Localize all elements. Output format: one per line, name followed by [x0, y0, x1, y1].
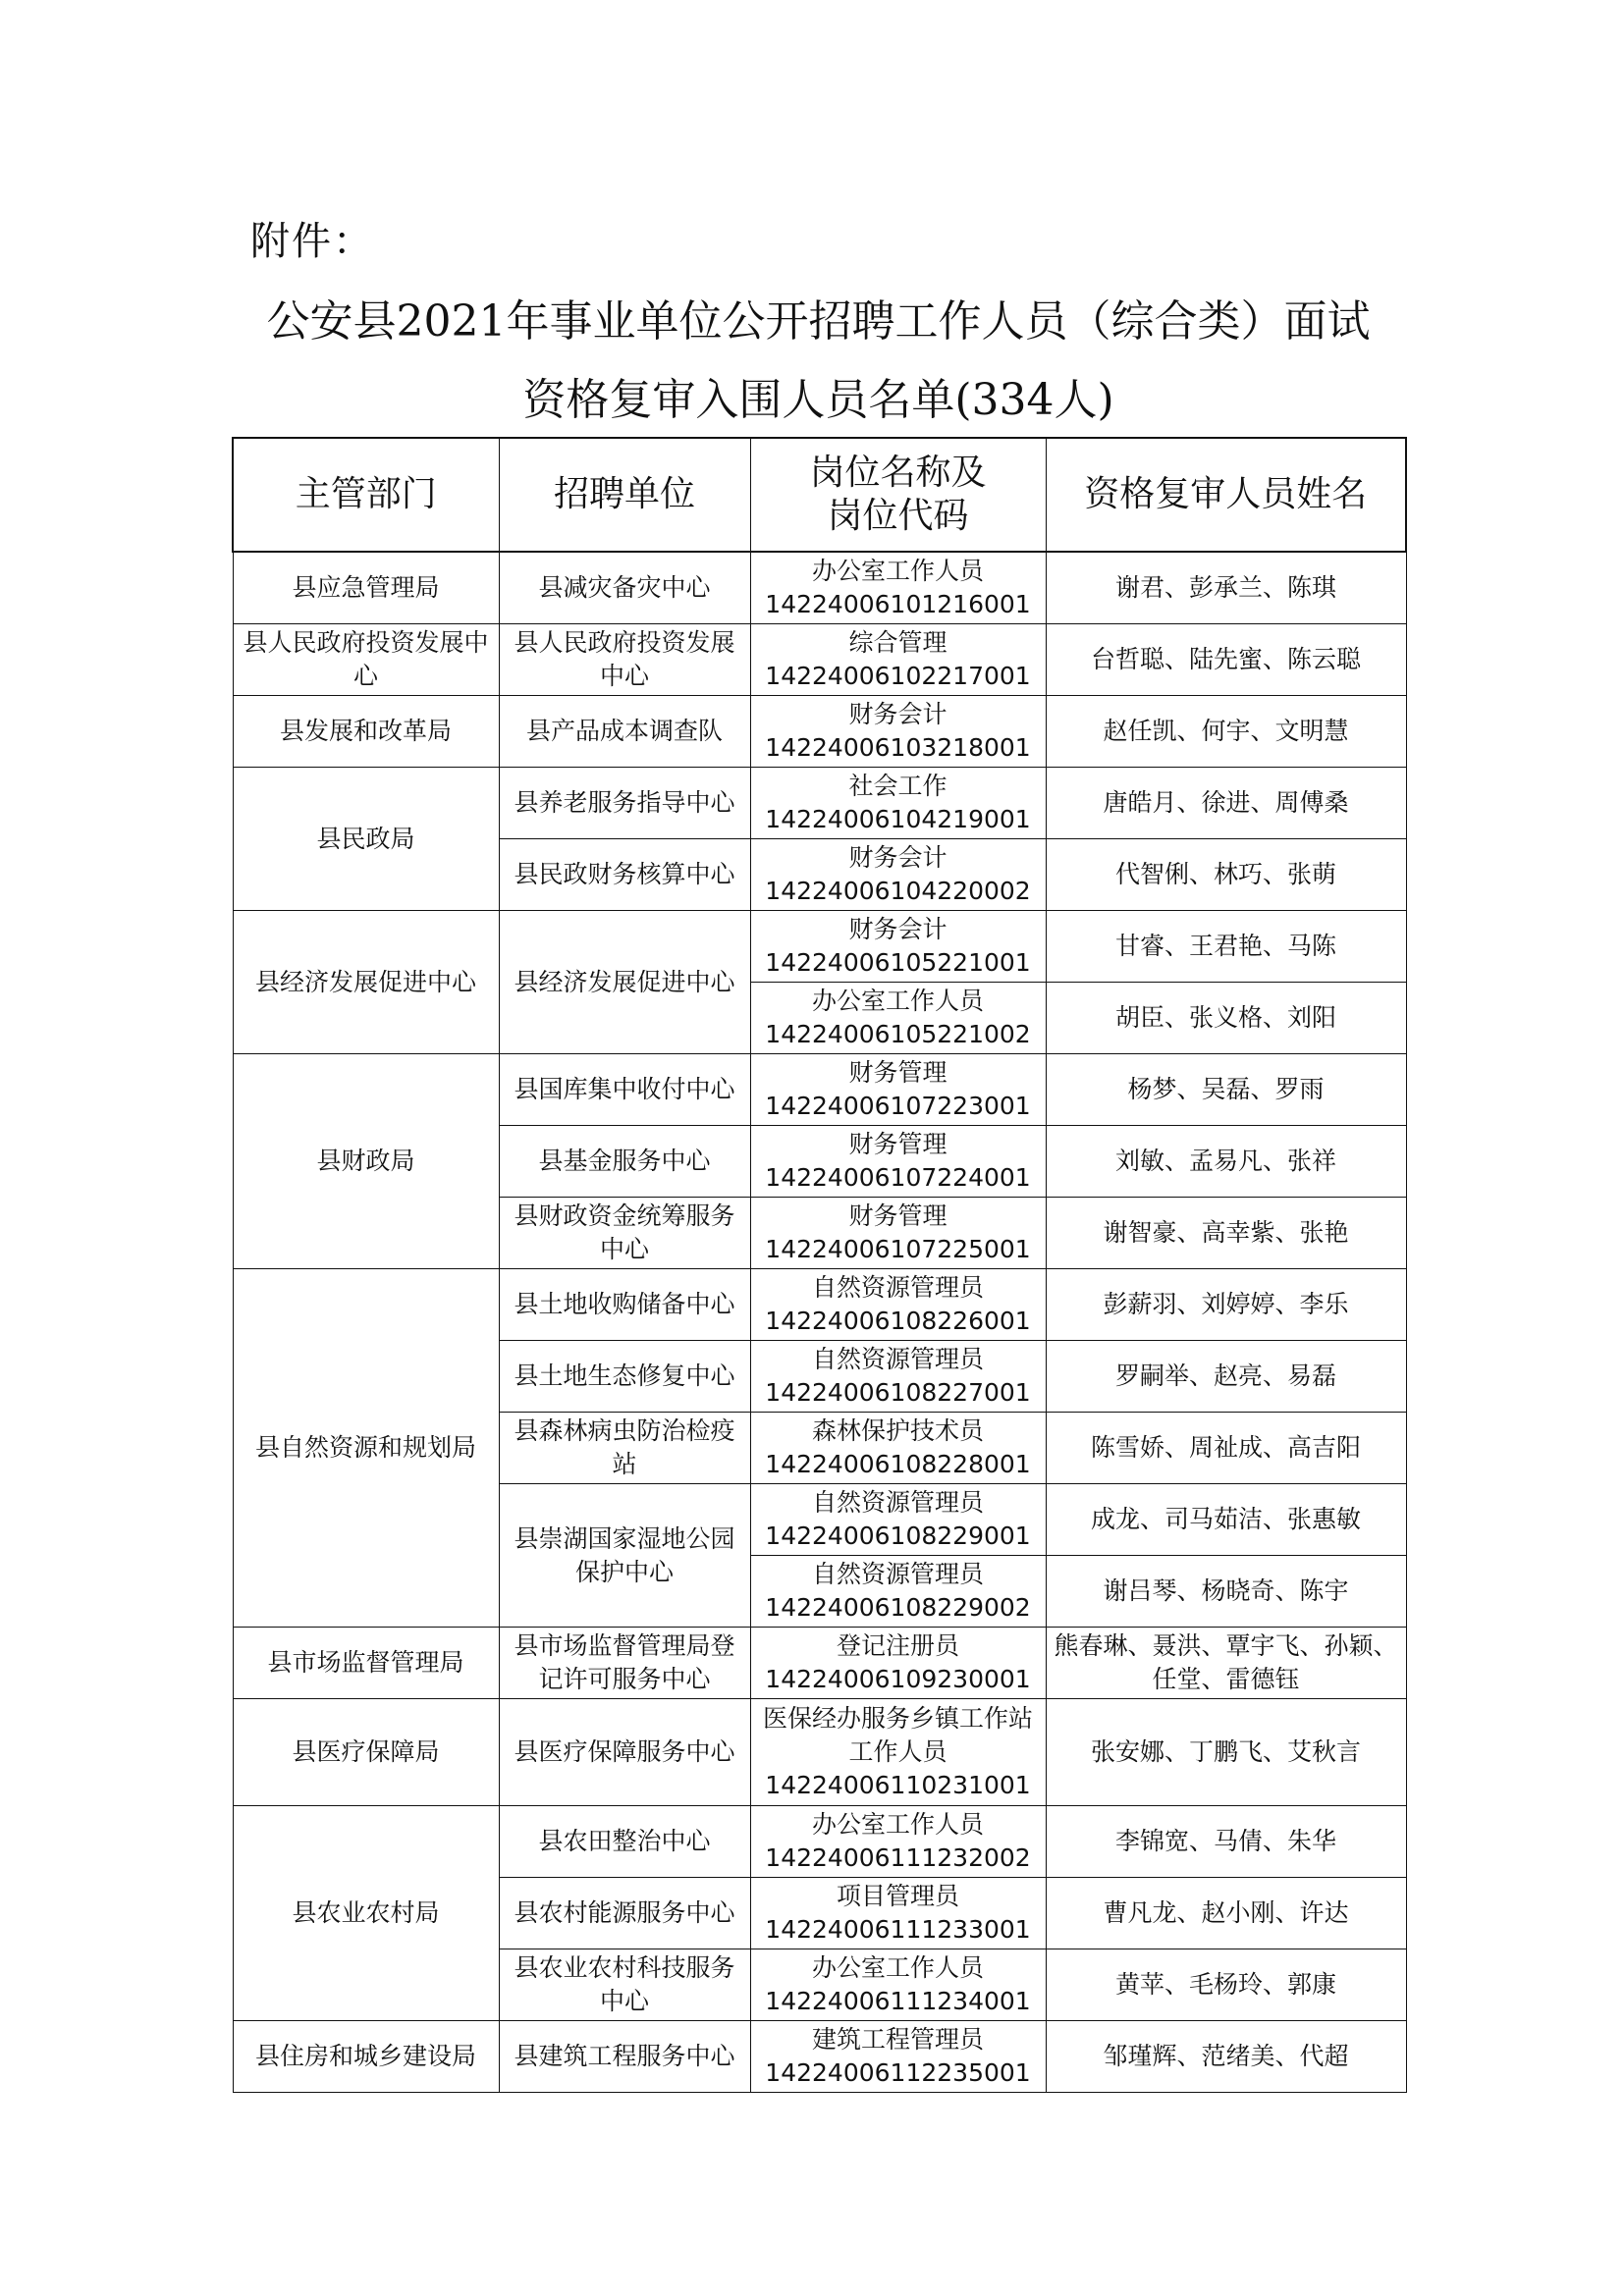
names-cell: 张安娜、丁鹏飞、艾秋言	[1046, 1699, 1406, 1806]
table-row	[233, 1628, 1406, 1699]
post-name: 办公室工作人员	[811, 1953, 984, 1982]
post-code: 14224006104219001	[765, 805, 1031, 833]
header-names: 资格复审人员姓名	[1046, 438, 1406, 552]
post-name: 登记注册员	[836, 1631, 959, 1660]
table-header	[233, 438, 1406, 552]
post-name: 财务会计	[848, 843, 947, 872]
names-cell: 台哲聪、陆先蜜、陈云聪	[1046, 624, 1406, 696]
names-cell: 彭薪羽、刘婷婷、李乐	[1046, 1269, 1406, 1341]
header-post-line1: 岗位名称及	[809, 453, 987, 493]
post-name: 自然资源管理员	[811, 1560, 984, 1588]
table-row	[233, 2021, 1406, 2093]
attachment-label: 附件：	[250, 219, 374, 264]
unit-cell: 县基金服务中心	[499, 1126, 750, 1198]
post-cell	[750, 1878, 1046, 1949]
post-code: 14224006107223001	[765, 1092, 1031, 1120]
unit-cell: 县人民政府投资发展中心	[499, 624, 750, 696]
post-code: 14224006111234001	[765, 1987, 1031, 2015]
header-row	[233, 438, 1406, 552]
table-row	[233, 768, 1406, 839]
post-cell	[750, 983, 1046, 1054]
post-code: 14224006101216001	[765, 590, 1031, 618]
names-cell: 赵任凯、何宇、文明慧	[1046, 696, 1406, 768]
post-code: 14224006112235001	[765, 2058, 1031, 2087]
unit-cell: 县产品成本调查队	[499, 696, 750, 768]
post-cell	[750, 1126, 1046, 1198]
names-cell: 邹瑾辉、范绪美、代超	[1046, 2021, 1406, 2093]
post-name: 办公室工作人员	[811, 1810, 984, 1839]
unit-cell: 县养老服务指导中心	[499, 768, 750, 839]
names-cell: 成龙、司马茹洁、张惠敏	[1046, 1484, 1406, 1556]
page-subtitle: 资格复审入围人员名单(334人)	[522, 375, 1114, 425]
dept-cell: 县住房和城乡建设局	[233, 2021, 499, 2093]
names-cell: 甘睿、王君艳、马陈	[1046, 911, 1406, 983]
unit-cell: 县民政财务核算中心	[499, 839, 750, 911]
names-cell: 黄苹、毛杨玲、郭康	[1046, 1949, 1406, 2021]
post-cell	[750, 1269, 1046, 1341]
post-name: 自然资源管理员	[811, 1345, 984, 1373]
table-row	[233, 552, 1406, 624]
post-code: 14224006108226001	[765, 1307, 1031, 1335]
post-code: 14224006108227001	[765, 1378, 1031, 1407]
unit-cell: 县农村能源服务中心	[499, 1878, 750, 1949]
post-name: 建筑工程管理员	[811, 2025, 984, 2054]
post-code: 14224006104220002	[765, 877, 1031, 905]
table-row	[233, 696, 1406, 768]
post-code: 14224006111232002	[765, 1843, 1031, 1872]
unit-cell: 县医疗保障服务中心	[499, 1699, 750, 1806]
dept-cell: 县医疗保障局	[233, 1699, 499, 1806]
table-row	[233, 624, 1406, 696]
post-cell	[750, 839, 1046, 911]
post-name: 自然资源管理员	[811, 1273, 984, 1302]
unit-cell: 县土地收购储备中心	[499, 1269, 750, 1341]
unit-cell: 县农田整治中心	[499, 1806, 750, 1878]
post-name: 财务管理	[848, 1201, 947, 1230]
unit-cell: 县崇湖国家湿地公园保护中心	[499, 1484, 750, 1628]
unit-cell: 县国库集中收付中心	[499, 1054, 750, 1126]
post-cell	[750, 911, 1046, 983]
post-name: 财务会计	[848, 915, 947, 943]
dept-cell: 县应急管理局	[233, 552, 499, 624]
post-cell	[750, 552, 1046, 624]
dept-cell: 县民政局	[233, 768, 499, 911]
names-cell: 谢君、彭承兰、陈琪	[1046, 552, 1406, 624]
post-name: 财务管理	[848, 1058, 947, 1087]
table-row	[233, 1806, 1406, 1878]
unit-cell: 县土地生态修复中心	[499, 1341, 750, 1413]
post-code: 14224006108229002	[765, 1593, 1031, 1622]
names-cell: 刘敏、孟易凡、张祥	[1046, 1126, 1406, 1198]
dept-cell: 县人民政府投资发展中心	[233, 624, 499, 696]
names-cell: 曹凡龙、赵小刚、许达	[1046, 1878, 1406, 1949]
unit-cell: 县森林病虫防治检疫站	[499, 1413, 750, 1484]
post-name: 森林保护技术员	[811, 1416, 984, 1445]
page-title: 公安县2021年事业单位公开招聘工作人员（综合类）面试	[266, 296, 1371, 347]
post-name: 办公室工作人员	[811, 557, 984, 585]
header-post-line2: 岗位代码	[827, 496, 969, 536]
post-code: 14224006105221002	[765, 1020, 1031, 1048]
unit-cell: 县建筑工程服务中心	[499, 2021, 750, 2093]
dept-cell: 县自然资源和规划局	[233, 1269, 499, 1628]
unit-cell: 县经济发展促进中心	[499, 911, 750, 1054]
post-code: 14224006103218001	[765, 733, 1031, 762]
post-name: 办公室工作人员	[811, 987, 984, 1015]
names-cell: 胡臣、张义格、刘阳	[1046, 983, 1406, 1054]
post-name: 财务管理	[848, 1130, 947, 1158]
header-unit: 招聘单位	[499, 438, 750, 552]
dept-cell: 县发展和改革局	[233, 696, 499, 768]
post-code: 14224006102217001	[765, 662, 1031, 690]
dept-cell: 县市场监督管理局	[233, 1628, 499, 1699]
roster-table	[232, 437, 1407, 2093]
post-cell	[750, 1949, 1046, 2021]
header-post	[750, 438, 1046, 552]
table-row	[233, 1269, 1406, 1341]
post-cell	[750, 1341, 1046, 1413]
names-cell: 唐皓月、徐进、周傅桑	[1046, 768, 1406, 839]
post-cell	[750, 2021, 1046, 2093]
post-code: 14224006111233001	[765, 1915, 1031, 1944]
post-cell	[750, 768, 1046, 839]
post-name: 自然资源管理员	[811, 1488, 984, 1517]
post-name: 综合管理	[848, 628, 947, 657]
post-name: 项目管理员	[836, 1882, 959, 1910]
unit-cell: 县市场监督管理局登记许可服务中心	[499, 1628, 750, 1699]
post-code: 14224006108229001	[765, 1522, 1031, 1550]
names-cell: 谢吕琴、杨晓奇、陈宇	[1046, 1556, 1406, 1628]
post-cell	[750, 1556, 1046, 1628]
post-name: 医保经办服务乡镇工作站工作人员	[762, 1704, 1033, 1766]
names-cell: 杨梦、吴磊、罗雨	[1046, 1054, 1406, 1126]
names-cell: 谢智豪、高幸紫、张艳	[1046, 1198, 1406, 1269]
dept-cell: 县财政局	[233, 1054, 499, 1269]
table-row	[233, 1054, 1406, 1126]
post-code: 14224006107224001	[765, 1163, 1031, 1192]
post-cell	[750, 1806, 1046, 1878]
post-cell	[750, 1628, 1046, 1699]
unit-cell: 县财政资金统筹服务中心	[499, 1198, 750, 1269]
post-code: 14224006108228001	[765, 1450, 1031, 1478]
dept-cell: 县经济发展促进中心	[233, 911, 499, 1054]
unit-cell: 县农业农村科技服务中心	[499, 1949, 750, 2021]
post-cell	[750, 624, 1046, 696]
names-cell: 李锦宽、马倩、朱华	[1046, 1806, 1406, 1878]
header-dept: 主管部门	[233, 438, 499, 552]
post-cell	[750, 1413, 1046, 1484]
unit-cell: 县减灾备灾中心	[499, 552, 750, 624]
post-cell	[750, 1054, 1046, 1126]
post-cell	[750, 1484, 1046, 1556]
names-cell: 罗嗣举、赵亮、易磊	[1046, 1341, 1406, 1413]
post-cell	[750, 1699, 1046, 1806]
post-cell	[750, 696, 1046, 768]
post-name: 社会工作	[848, 772, 947, 800]
table-body	[233, 552, 1406, 2093]
names-cell: 陈雪娇、周祉成、高吉阳	[1046, 1413, 1406, 1484]
post-code: 14224006105221001	[765, 948, 1031, 977]
dept-cell: 县农业农村局	[233, 1806, 499, 2021]
names-cell: 代智俐、林巧、张萌	[1046, 839, 1406, 911]
post-name: 财务会计	[848, 700, 947, 728]
post-code: 14224006107225001	[765, 1235, 1031, 1263]
post-code: 14224006109230001	[765, 1665, 1031, 1693]
post-code: 14224006110231001	[765, 1771, 1031, 1799]
table-row	[233, 911, 1406, 983]
names-cell: 熊春琳、聂洪、覃宇飞、孙颖、任堂、雷德钰	[1046, 1628, 1406, 1699]
table-row	[233, 1699, 1406, 1806]
post-cell	[750, 1198, 1046, 1269]
